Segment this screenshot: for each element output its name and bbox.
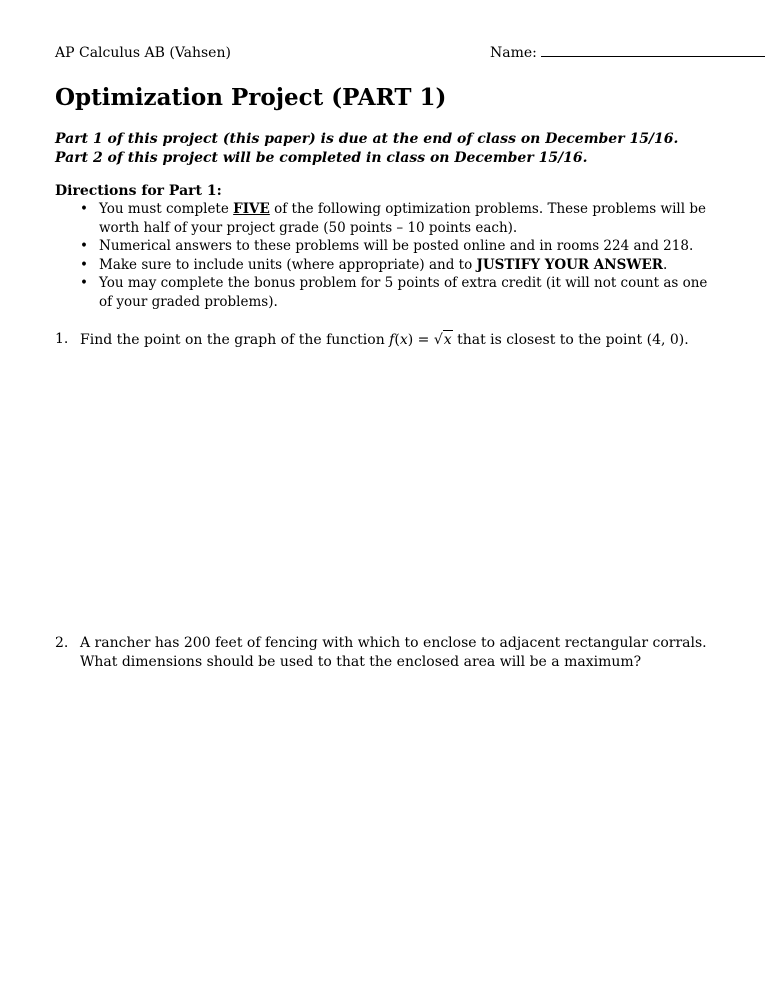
problem-2 [55,634,725,672]
directions-list [55,200,720,311]
page-title: Optimization Project (PART 1) [55,84,447,111]
name-label: Name: [490,45,537,61]
name-blank-line [541,44,765,57]
directions-heading: Directions for Part 1: [55,183,222,199]
course-label: AP Calculus AB (Vahsen) [55,45,231,61]
emphasis-five: FIVE [233,201,270,217]
function-expression: f(x) = √x [389,332,452,348]
due-note: Part 1 of this project (this paper) is due at the end of class on December 15/16. Part 2 of this project will be completed in class on December 15/16. [55,131,679,166]
problem-text: A rancher has 200 feet of fencing with which to enclose to adjacent rectangular corrals. What dimensions should be used to that the enclosed area will be a maximum? [80,635,707,670]
bullet-icon: • [80,201,88,217]
emphasis-justify: JUSTIFY YOUR ANSWER [476,256,664,273]
sqrt-symbol: √x [433,332,452,348]
bullet-icon: • [80,256,88,273]
name-field [490,44,765,62]
problem-1 [55,330,725,350]
bullet-icon: • [80,238,88,254]
bullet-icon: • [80,275,88,291]
directions-item: • You may complete the bonus problem for 5 points of extra credit (it will not count as one of your graded problems). [80,275,708,310]
problem-number: 1. [55,331,69,347]
directions-item: • You must complete FIVE of the following optimization problems. These problems will be worth half of your project grade (50 points – 10 points each). [80,201,706,236]
directions-item: • Numerical answers to these problems will be posted online and in rooms 224 and 218. [80,238,694,254]
directions-item: • Make sure to include units (where appropriate) and to JUSTIFY YOUR ANSWER. [80,256,668,273]
problem-text: Find the point on the graph of the function f(x) = √x that is closest to the point (4, 0). [80,332,689,348]
problem-number: 2. [55,635,69,651]
